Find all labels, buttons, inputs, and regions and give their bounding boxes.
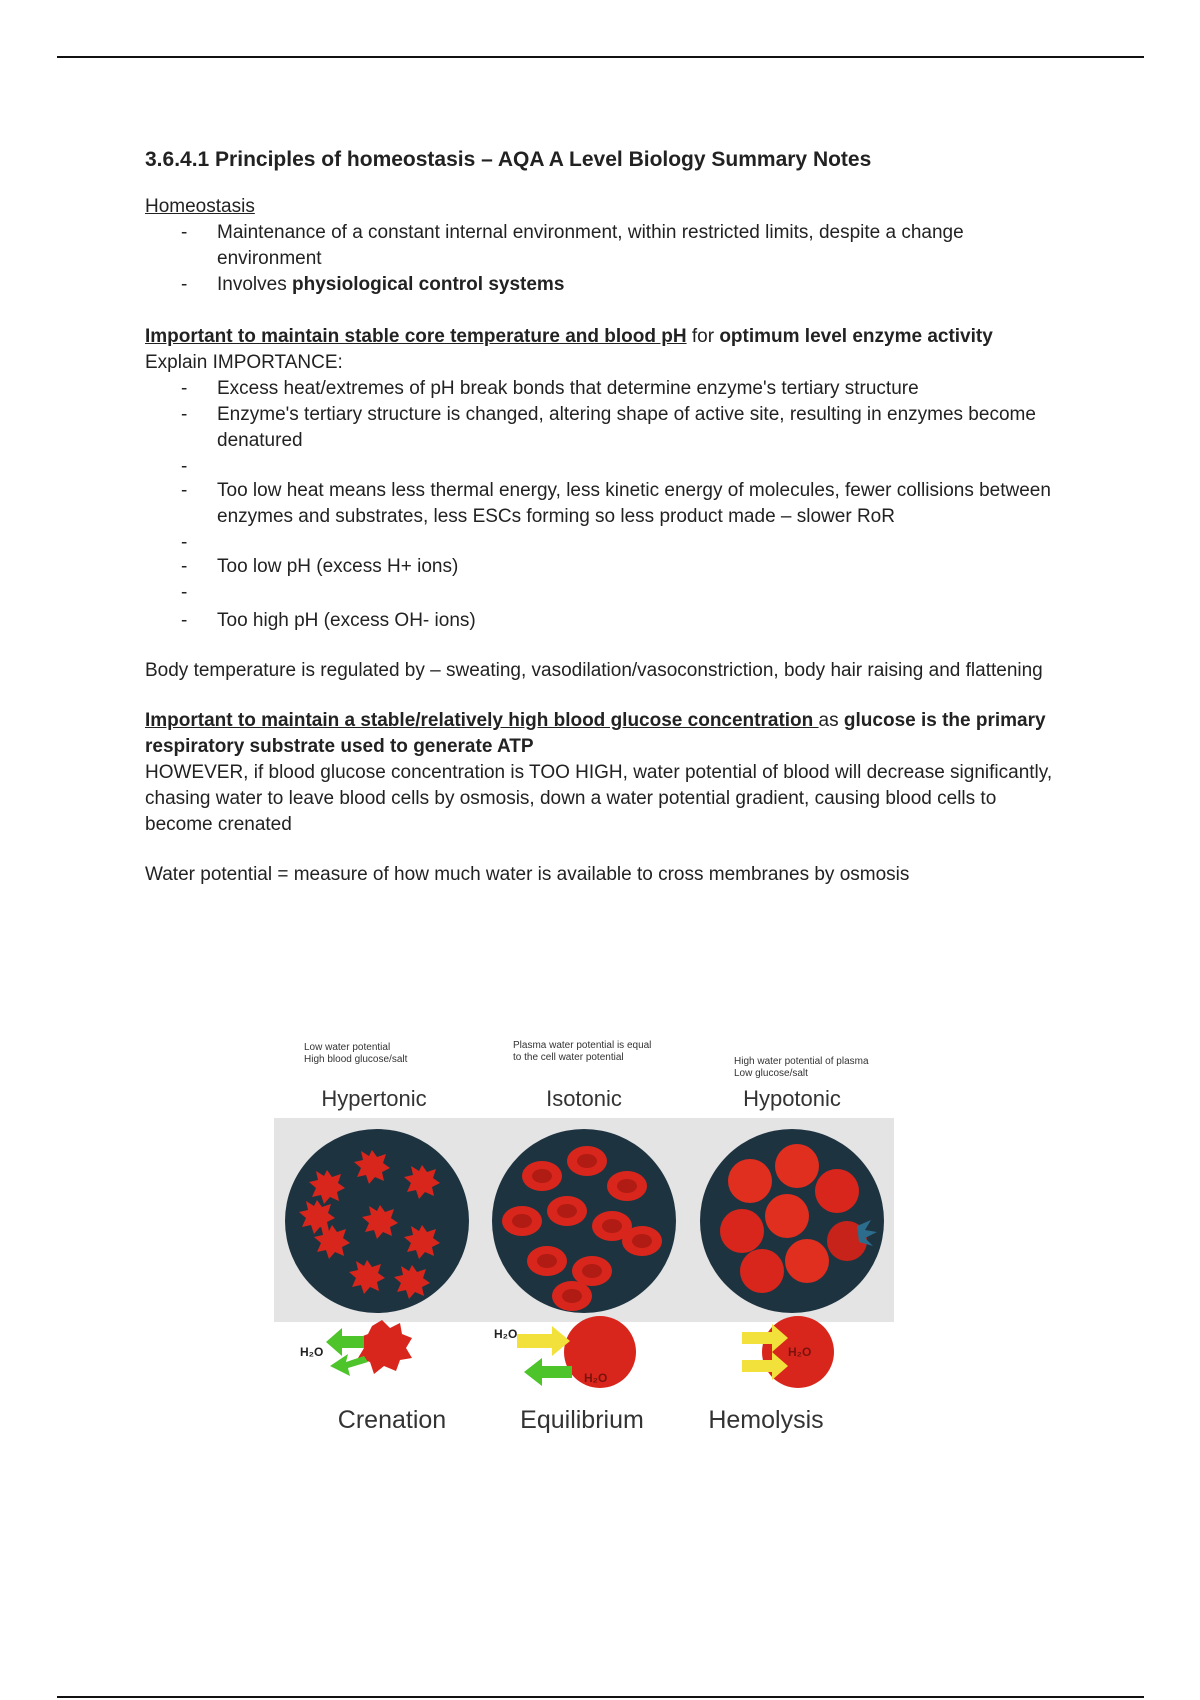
equilibrium-label: Equilibrium [520,1406,644,1434]
list-item: - Maintenance of a constant internal environment, within restricted limits, despite a change environment [217,220,1065,272]
glucose-heading: Important to maintain a stable/relatively high blood glucose concentration as glucose is the primary respiratory substrate used to generate ATP [145,710,1046,757]
list-item: - Involves physiological control systems [217,272,1065,298]
body-temperature-text: Body temperature is regulated by – sweating, vasodilation/vasoconstriction, body hair raising and flattening [145,660,1043,681]
document-body [145,146,1065,888]
hemolysis-label: Hemolysis [708,1406,824,1434]
hypotonic-circle [700,1129,884,1313]
page-title: 3.6.4.1 Principles of homeostasis – AQA A Level Biology Summary Notes [145,148,872,171]
isotonic-heading: Isotonic [546,1086,622,1111]
hypotonic-note: High water potential of plasma Low glucose/salt [734,1056,869,1079]
hypertonic-note: Low water potential High blood glucose/salt [304,1042,408,1065]
list-item: - Excess heat/extremes of pH break bonds that determine enzyme's tertiary structure [217,376,1065,402]
cells-illustration [272,1036,898,1466]
osmosis-figure [272,1036,898,1466]
glucose-however-text: HOWEVER, if blood glucose concentration is TOO HIGH, water potential of blood will decrease significantly, chasing water to leave blood cells by osmosis, down a water potential gradient, causing blood cells to become crenated [145,762,1053,835]
list-item: - Too low pH (excess H+ ions) [217,554,1065,580]
water-potential-definition: Water potential = measure of how much water is available to cross membranes by osmosis [145,864,910,885]
hypertonic-circle [285,1129,469,1313]
equilibrium-diagram [494,1316,636,1388]
water-label: H₂O [494,1327,518,1341]
importance-list [145,376,1065,634]
isotonic-note: Plasma water potential is equal to the cell water potential [513,1040,652,1063]
list-item: - Too high pH (excess OH- ions) [217,608,1065,634]
temperature-ph-heading: Important to maintain stable core temperature and blood pH for optimum level enzyme activity [145,326,993,347]
bottom-rule [57,1696,1144,1698]
water-label: H₂O [584,1371,608,1385]
explain-importance: Explain IMPORTANCE: [145,352,343,373]
homeostasis-heading: Homeostasis [145,196,255,217]
list-item: - Too low heat means less thermal energy, less kinetic energy of molecules, fewer collisions between enzymes and substrates, less ESCs forming so less product made – slower RoR [217,478,1065,530]
hypotonic-heading: Hypotonic [743,1086,841,1111]
crenation-label: Crenation [337,1406,447,1434]
water-label: H₂O [788,1345,812,1359]
water-label: H₂O [300,1345,324,1359]
homeostasis-list [145,220,1065,298]
isotonic-circle [492,1129,676,1313]
hypertonic-heading: Hypertonic [321,1086,427,1111]
top-rule [57,56,1144,58]
crenation-diagram [300,1320,412,1376]
list-item: - Enzyme's tertiary structure is changed, altering shape of active site, resulting in enzymes become denatured [217,402,1065,454]
hemolysis-diagram [742,1316,834,1388]
